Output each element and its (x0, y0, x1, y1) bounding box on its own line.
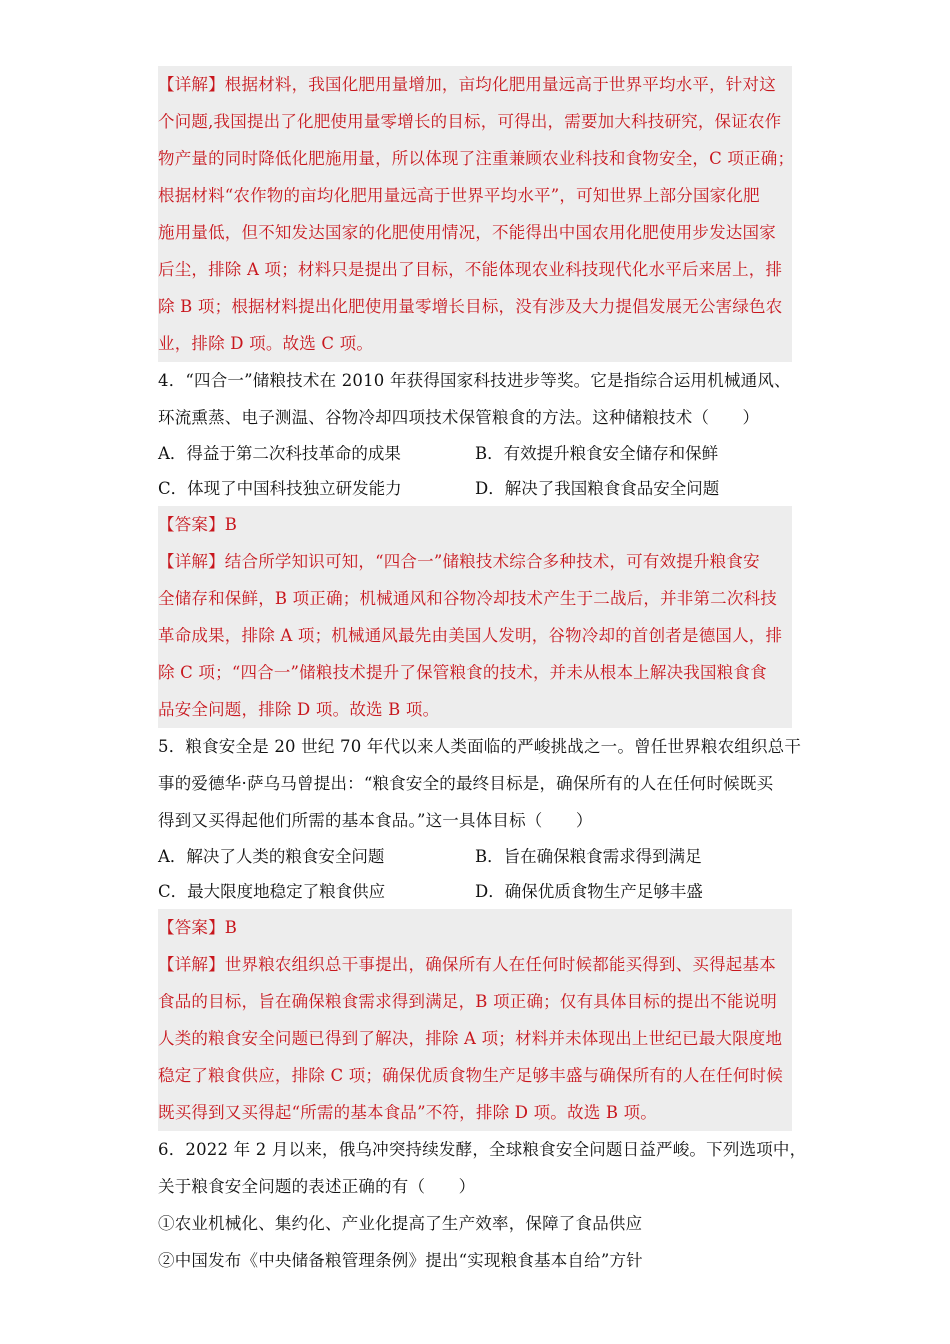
options-row (158, 471, 792, 506)
options-row (158, 839, 792, 874)
question-stem-line: 环流熏蒸、电子测温、谷物冷却四项技术保管粮食的方法。这种储粮技术（ ） (158, 408, 760, 427)
explanation-line: 全储存和保鲜，B 项正确；机械通风和谷物冷却技术产生于二战后，并非第二次科技 (158, 589, 777, 608)
explanation-line: 品安全问题，排除 D 项。故选 B 项。 (158, 700, 440, 719)
option-a: A．得益于第二次科技革命的成果 (158, 444, 401, 463)
option-a: A．解决了人类的粮食安全问题 (158, 847, 385, 866)
explanation-line: 业，排除 D 项。故选 C 项。 (158, 334, 374, 353)
option-d: D．解决了我国粮食食品安全问题 (475, 479, 720, 498)
options-row (158, 436, 792, 471)
question-stem-line: 事的爱德华·萨乌马曾提出：“粮食安全的最终目标是，确保所有的人在任何时候既买 (158, 774, 774, 793)
explanation-line: 【详解】结合所学知识可知，“四合一”储粮技术综合多种技术，可有效提升粮食安 (158, 552, 760, 571)
question-stem-line: ②中国发布《中央储备粮管理条例》提出“实现粮食基本自给”方针 (158, 1251, 643, 1270)
q5-answer-block (158, 909, 792, 1131)
question-5 (158, 728, 802, 909)
explanation-line: 人类的粮食安全问题已得到了解决，排除 A 项；材料并未体现出上世纪已最大限度地 (158, 1029, 783, 1048)
option-d: D．确保优质食物生产足够丰盛 (475, 882, 703, 901)
question-6 (158, 1131, 807, 1279)
explanation-line: 个问题,我国提出了化肥使用量零增长的目标，可得出，需要加大科技研究，保证农作 (158, 112, 782, 131)
explanation-line: 根据材料“农作物的亩均化肥用量远高于世界平均水平”，可知世界上部分国家化肥 (158, 186, 760, 205)
question-stem-line: 6．2022 年 2 月以来，俄乌冲突持续发酵，全球粮食安全问题日益严峻。下列选项中， (158, 1140, 807, 1159)
answer-line: 【答案】B (158, 515, 238, 534)
explanation-line: 革命成果，排除 A 项；机械通风最先由美国人发明，谷物冷却的首创者是德国人，排 (158, 626, 783, 645)
explanation-line: 稳定了粮食供应，排除 C 项；确保优质食物生产足够丰盛与确保所有的人在任何时候 (158, 1066, 783, 1085)
question-stem-line: ①农业机械化、集约化、产业化提高了生产效率，保障了食品供应 (158, 1214, 643, 1233)
explanation-line: 【详解】根据材料，我国化肥用量增加，亩均化肥用量远高于世界平均水平，针对这 (158, 75, 776, 94)
explanation-line: 除 B 项；根据材料提出化肥使用量零增长目标，没有涉及大力提倡发展无公害绿色农 (158, 297, 783, 316)
explanation-line: 既买得到又买得起“所需的基本食品”不符，排除 D 项。故选 B 项。 (158, 1103, 658, 1122)
question-stem-line: 得到又买得起他们所需的基本食品。”这一具体目标（ ） (158, 811, 593, 830)
question-stem-line: 关于粮食安全问题的表述正确的有（ ） (158, 1177, 476, 1196)
option-b: B．有效提升粮食安全储存和保鲜 (475, 444, 719, 463)
q4-answer-block (158, 506, 792, 728)
option-c: C．体现了中国科技独立研发能力 (158, 479, 402, 498)
explanation-line: 除 C 项；“四合一”储粮技术提升了保管粮食的技术，并未从根本上解决我国粮食食 (158, 663, 767, 682)
document-page (158, 66, 807, 1279)
answer-line: 【答案】B (158, 918, 238, 937)
explanation-line: 物产量的同时降低化肥施用量，所以体现了注重兼顾农业科技和食物安全，C 项正确； (158, 149, 795, 168)
explanation-line: 【详解】世界粮农组织总干事提出，确保所有人在任何时候都能买得到、买得起基本 (158, 955, 776, 974)
options-row (158, 874, 792, 909)
q3-explanation-block (158, 66, 795, 362)
option-b: B．旨在确保粮食需求得到满足 (475, 847, 702, 866)
option-c: C．最大限度地稳定了粮食供应 (158, 882, 386, 901)
explanation-line: 食品的目标，旨在确保粮食需求得到满足，B 项正确；仅有具体目标的提出不能说明 (158, 992, 777, 1011)
question-4 (158, 362, 792, 506)
explanation-line: 施用量低，但不知发达国家的化肥使用情况，不能得出中国农用化肥使用步发达国家 (158, 223, 776, 242)
question-stem-line: 5．粮食安全是 20 世纪 70 年代以来人类面临的严峻挑战之一。曾任世界粮农组织总干 (158, 737, 802, 756)
question-stem-line: 4．“四合一”储粮技术在 2010 年获得国家科技进步等奖。它是指综合运用机械通风、 (158, 371, 791, 390)
explanation-line: 后尘，排除 A 项；材料只是提出了目标，不能体现农业科技现代化水平后来居上，排 (158, 260, 783, 279)
